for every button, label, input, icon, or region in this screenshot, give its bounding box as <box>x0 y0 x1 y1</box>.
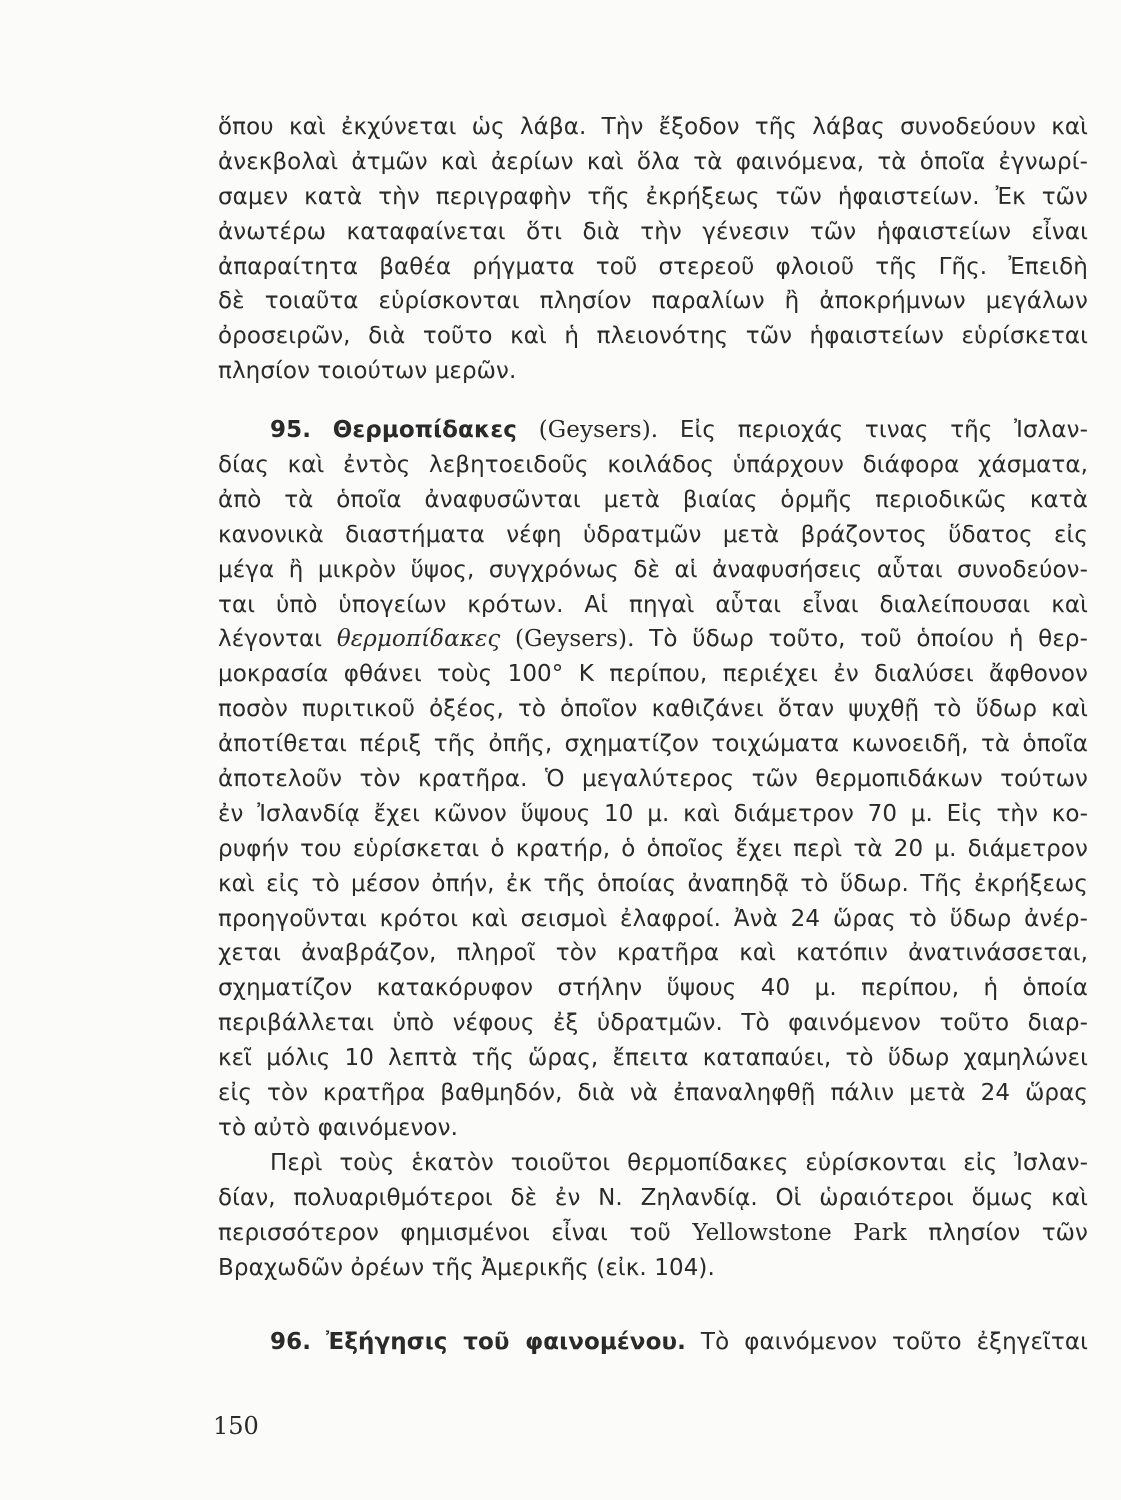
text-line: Εἰς περιοχάς τινας τῆς Ἰσλαν- <box>679 417 1088 444</box>
latin-term: (Geysers). <box>515 626 635 653</box>
text-line: μοκρασία φθάνει τοὺς 100° Κ περίπου, περιέχει ἐν διαλύσει ἄφθονον <box>218 661 1088 688</box>
text-line: ὀροσειρῶν, διὰ τοῦτο καὶ ἡ πλειονότης τῶν ἡφαιστείων εὑρίσκεται <box>218 323 1088 350</box>
text-line: ἀποτελοῦν τὸν κρατῆρα. Ὁ μεγαλύτερος τῶν θερμοπιδάκων τούτων <box>218 766 1088 793</box>
text-line: ἀποτίθεται πέριξ τῆς ὀπῆς, σχηματίζον τοιχώματα κωνοειδῆ, τὰ ὁποῖα <box>218 731 1088 758</box>
text-fragment: Τὸ ὕδωρ τοῦτο, τοῦ ὁποίου ἡ θερ- <box>649 626 1088 653</box>
section-heading-line <box>218 413 1088 448</box>
text-line: ἐν Ἰσλανδίᾳ ἔχει κῶνον ὕψους 10 μ. καὶ διάμετρον 70 μ. Εἰς τὴν κο- <box>218 800 1088 827</box>
latin-term: Yellowstone Park <box>692 1219 907 1246</box>
section-96-explanation <box>218 1325 1088 1360</box>
text-line: περιβάλλεται ὑπὸ νέφους ἐξ ὑδρατμῶν. Τὸ φαινόμενον τοῦτο διαρ- <box>218 1010 1088 1037</box>
text-line: Περὶ τοὺς ἑκατὸν τοιοῦτοι θερμοπίδακες εὑρίσκονται εἰς Ἰσλαν- <box>270 1149 1088 1176</box>
text-line: δὲ τοιαῦτα εὑρίσκονται πλησίον παραλίων ἢ ἀποκρήμνων μεγάλων <box>218 288 1088 315</box>
italic-term: θερμοπίδακες <box>336 626 501 653</box>
text-line: τὸ αὐτὸ φαινόμενον. <box>218 1114 459 1141</box>
text-line: δίαν, πολυαριθμότεροι δὲ ἐν Ν. Ζηλανδίᾳ. Οἱ ὡραιότεροι ὅμως καὶ <box>218 1184 1088 1211</box>
text-line: ἀπαραίτητα βαθέα ρήγματα τοῦ στερεοῦ φλοιοῦ τῆς Γῆς. Ἐπειδὴ <box>218 253 1088 280</box>
text-line: σχηματίζον κατακόρυφον στήλην ὕψους 40 μ. περίπου, ἡ ὁποία <box>218 975 1088 1002</box>
text-line: ἀνεκβολαὶ ἀτμῶν καὶ ἀερίων καὶ ὅλα τὰ φαινόμενα, τὰ ὁποῖα ἐγνωρί- <box>218 148 1088 175</box>
section-latin-term: (Geysers). <box>538 417 659 444</box>
text-line: ρυφήν του εὑρίσκεται ὁ κρατήρ, ὁ ὁποῖος ἔχει περὶ τὰ 20 μ. διάμετρον <box>218 835 1088 862</box>
section-95-geysers <box>218 413 1088 1146</box>
paragraph-geyser-locations <box>218 1146 1088 1286</box>
text-fragment: Τὸ φαινόμενον τοῦτο ἐξηγεῖται <box>700 1329 1088 1356</box>
text-line: καὶ εἰς τὸ μέσον ὀπήν, ἐκ τῆς ὁποίας ἀναπηδᾷ τὸ ὕδωρ. Τῆς ἐκρήξεως <box>218 870 1088 897</box>
text-line: κανονικὰ διαστήματα νέφη ὑδρατμῶν μετὰ βράζοντος ὕδατος εἰς <box>218 521 1088 548</box>
text-fragment: λέγονται <box>218 626 323 653</box>
text-fragment: περισσότερον φημισμένοι εἶναι τοῦ <box>218 1219 671 1246</box>
text-line: ὅπου καὶ ἐκχύνεται ὡς λάβα. Τὴν ἔξοδον τῆς λάβας συνοδεύουν καὶ <box>218 114 1088 140</box>
section-number: 95. <box>270 417 312 444</box>
text-fragment: πλησίον τῶν <box>928 1219 1088 1246</box>
text-line: Βραχωδῶν ὀρέων τῆς Ἀμερικῆς (εἰκ. 104). <box>218 1254 715 1281</box>
section-title: Ἐξήγησις τοῦ φαινομένου. <box>326 1329 686 1356</box>
text-line: ται ὑπὸ ὑπογείων κρότων. Αἱ πηγαὶ αὗται εἶναι διαλείπουσαι καὶ <box>218 591 1088 618</box>
section-title: Θερμοπίδακες <box>332 417 518 444</box>
text-line: μέγα ἢ μικρὸν ὕψος, συγχρόνως δὲ αἱ ἀναφυσήσεις αὗται συνοδεύον- <box>218 556 1088 583</box>
text-line: προηγοῦνται κρότοι καὶ σεισμοὶ ἐλαφροί. Ἀνὰ 24 ὥρας τὸ ὕδωρ ἀνέρ- <box>218 905 1088 932</box>
text-line: ἀπὸ τὰ ὁποῖα ἀναφυσῶνται μετὰ βιαίας ὁρμῆς περιοδικῶς κατὰ <box>218 486 1088 513</box>
text-line: εἰς τὸν κρατῆρα βαθμηδόν, διὰ νὰ ἐπαναληφθῇ πάλιν μετὰ 24 ὥρας <box>218 1080 1088 1107</box>
text-line: ἀνωτέρω καταφαίνεται ὅτι διὰ τὴν γένεσιν τῶν ἡφαιστείων εἶναι <box>218 218 1088 245</box>
mixed-text-line <box>218 622 1088 657</box>
mixed-text-line <box>218 1216 1088 1251</box>
section-heading-line <box>218 1325 1088 1360</box>
paragraph-lava <box>218 110 1088 389</box>
text-line: κεῖ μόλις 10 λεπτὰ τῆς ὥρας, ἔπειτα καταπαύει, τὸ ὕδωρ χαμηλώνει <box>218 1045 1088 1072</box>
page-body <box>218 110 1088 1360</box>
text-line: χεται ἀναβράζον, πληροῖ τὸν κρατῆρα καὶ κατόπιν ἀνατινάσσεται, <box>218 940 1088 967</box>
text-line: δίας καὶ ἐντὸς λεβητοειδοῦς κοιλάδος ὑπάρχουν διάφορα χάσματα, <box>218 452 1088 479</box>
page-number: 150 <box>213 1412 259 1440</box>
section-number: 96. <box>270 1329 312 1356</box>
text-line: ποσὸν πυριτικοῦ ὀξέος, τὸ ὁποῖον καθιζάνει ὅταν ψυχθῇ τὸ ὕδωρ καὶ <box>218 696 1088 723</box>
text-line: σαμεν κατὰ τὴν περιγραφὴν τῆς ἐκρήξεως τῶν ἡφαιστείων. Ἐκ τῶν <box>218 183 1088 210</box>
text-line: πλησίον τοιούτων μερῶν. <box>218 358 517 385</box>
